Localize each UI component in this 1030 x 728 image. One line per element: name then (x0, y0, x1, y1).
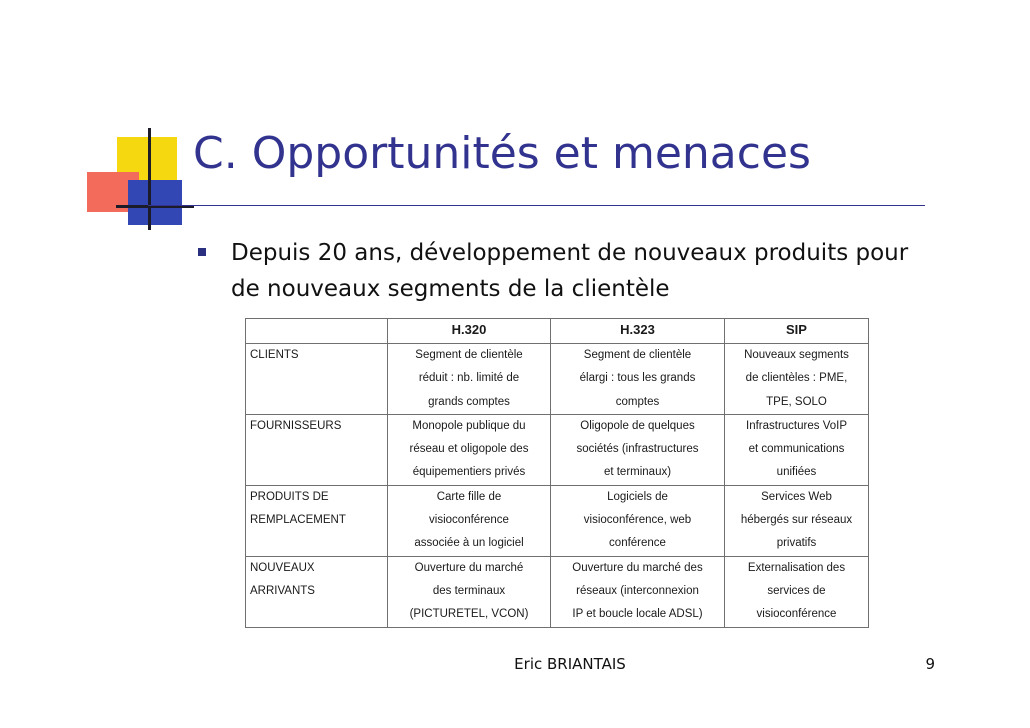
table-cell: Carte fille de visioconférence associée à un logiciel (388, 485, 551, 556)
table-row (246, 414, 869, 485)
row-category: CLIENTS (246, 344, 388, 415)
table-cell: Logiciels de visioconférence, web conférence (551, 485, 725, 556)
table-row (246, 556, 869, 627)
table-cell: Ouverture du marché des réseaux (interconnexion IP et boucle locale ADSL) (551, 556, 725, 627)
bullet-text: Depuis 20 ans, développement de nouveaux produits pour de nouveaux segments de la clientèle (231, 240, 909, 302)
row-category: NOUVEAUX ARRIVANTS (246, 556, 388, 627)
table-cell: Ouverture du marché des terminaux (PICTURETEL, VCON) (388, 556, 551, 627)
table-cell: Infrastructures VoIP et communications unifiées (725, 414, 869, 485)
table-cell: Segment de clientèle réduit : nb. limité de grands comptes (388, 344, 551, 415)
table-header-corner (246, 319, 388, 344)
logo-blue-square (128, 180, 182, 225)
table-row (246, 344, 869, 415)
table-cell: Services Web hébergés sur réseaux privatifs (725, 485, 869, 556)
table-cell: Externalisation des services de visioconférence (725, 556, 869, 627)
slide-title: C. Opportunités et menaces (193, 128, 811, 179)
title-underline (148, 205, 925, 206)
comparison-table-container (245, 318, 869, 628)
table-row (246, 485, 869, 556)
logo-vertical-line (148, 128, 151, 230)
table-cell: Nouveaux segments de clientèles : PME, TPE, SOLO (725, 344, 869, 415)
bullet-square-icon (198, 248, 206, 256)
table-header-h323: H.323 (551, 319, 725, 344)
table-cell: Oligopole de quelques sociétés (infrastructures et terminaux) (551, 414, 725, 485)
row-category: FOURNISSEURS (246, 414, 388, 485)
row-category: PRODUITS DE REMPLACEMENT (246, 485, 388, 556)
footer-page-number: 9 (925, 655, 935, 673)
table-cell: Monopole publique du réseau et oligopole des équipementiers privés (388, 414, 551, 485)
comparison-table (245, 318, 869, 628)
footer-author: Eric BRIANTAIS (514, 655, 626, 673)
table-cell: Segment de clientèle élargi : tous les grands comptes (551, 344, 725, 415)
table-header-row (246, 319, 869, 344)
table-header-h320: H.320 (388, 319, 551, 344)
table-header-sip: SIP (725, 319, 869, 344)
